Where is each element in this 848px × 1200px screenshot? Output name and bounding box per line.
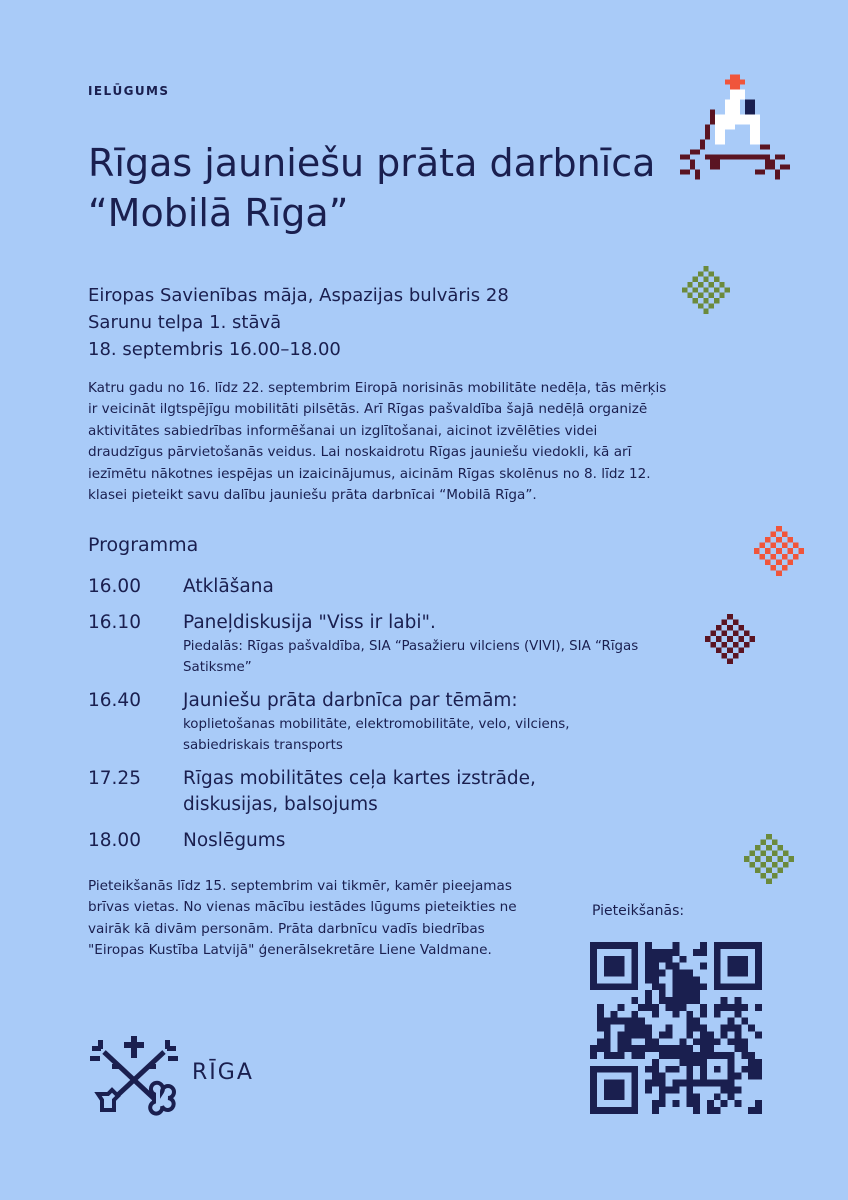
page-title: Rīgas jauniešu prāta darbnīca “Mobilā Rīga”	[88, 141, 656, 235]
program-item	[88, 574, 688, 600]
program-list	[88, 574, 688, 864]
intro-paragraph: Katru gadu no 16. līdz 22. septembrim Eiropā norisinās mobilitāte nedēļa, tās mērķis ir veicināt ilgtspējīgu mobilitāti pilsētās. Arī Rīgas pašvaldība šajā nedēļā organizē aktivitātes sabiedrības informēšanai un izglītošanai, aicinot izvēlēties videi draudzīgus pārvietošanās veidus. Lai noskaidrotu Rīgas jauniešu viedokli, kā arī iezīmētu nākotnes iespējas un izaicinājumus, aicinām Rīgas skolēnus no 8. līdz 12. klasei pieteikt savu dalību jauniešu prāta darbnīcai “Mobilā Rīga”.	[88, 380, 667, 504]
program-details: koplietošanas mobilitāte, elektromobilitāte, velo, vilciens, sabiedriskais transports	[183, 717, 570, 753]
program-title: Jauniešu prāta darbnīca par tēmām:	[183, 690, 518, 711]
green-ornament-icon	[744, 834, 794, 884]
program-title: Paneļdiskusija "Viss ir labi".	[183, 612, 436, 633]
program-item	[88, 766, 688, 818]
program-heading: Programma	[88, 534, 199, 556]
green-ornament-icon	[682, 266, 730, 314]
cyclist-pixel-icon	[680, 74, 790, 190]
program-time: 16.40	[88, 690, 141, 711]
program-item	[88, 688, 688, 756]
riga-wordmark: RĪGA	[192, 1060, 254, 1085]
registration-note: Pieteikšanās līdz 15. septembrim vai tikmēr, kamēr pieejamas brīvas vietas. No vienas mācību iestādes lūgums pieteikties ne vairāk kā divām personām. Prāta darbnīcu vadīs biedrības "Eiropas Kustība Latvijā" ģenerālsekretāre Liene Valdmane.	[88, 878, 517, 959]
program-item	[88, 610, 688, 678]
program-title: Noslēgums	[183, 830, 286, 851]
red-ornament-icon	[754, 526, 804, 576]
venue-room: Sarunu telpa 1. stāvā	[88, 312, 282, 333]
program-title: Rīgas mobilitātes ceļa kartes izstrāde, diskusijas, balsojums	[183, 768, 536, 815]
registration-qr-code[interactable]	[590, 942, 762, 1114]
program-time: 18.00	[88, 830, 141, 851]
program-time: 16.10	[88, 612, 141, 633]
program-item	[88, 828, 688, 854]
program-details: Piedalās: Rīgas pašvaldība, SIA “Pasažieru vilciens (VIVI), SIA “Rīgas Satiksme”	[183, 639, 639, 675]
eyebrow-label: IELŪGUMS	[88, 84, 170, 98]
maroon-ornament-icon	[705, 614, 755, 664]
program-time: 16.00	[88, 576, 141, 597]
qr-label: Pieteikšanās:	[592, 903, 685, 919]
program-title: Atklāšana	[183, 576, 274, 597]
event-venue	[88, 282, 509, 363]
riga-keys-logo-icon	[88, 1034, 180, 1116]
venue-datetime: 18. septembris 16.00–18.00	[88, 339, 341, 360]
program-time: 17.25	[88, 768, 141, 789]
venue-address: Eiropas Savienības māja, Aspazijas bulvāris 28	[88, 285, 509, 306]
